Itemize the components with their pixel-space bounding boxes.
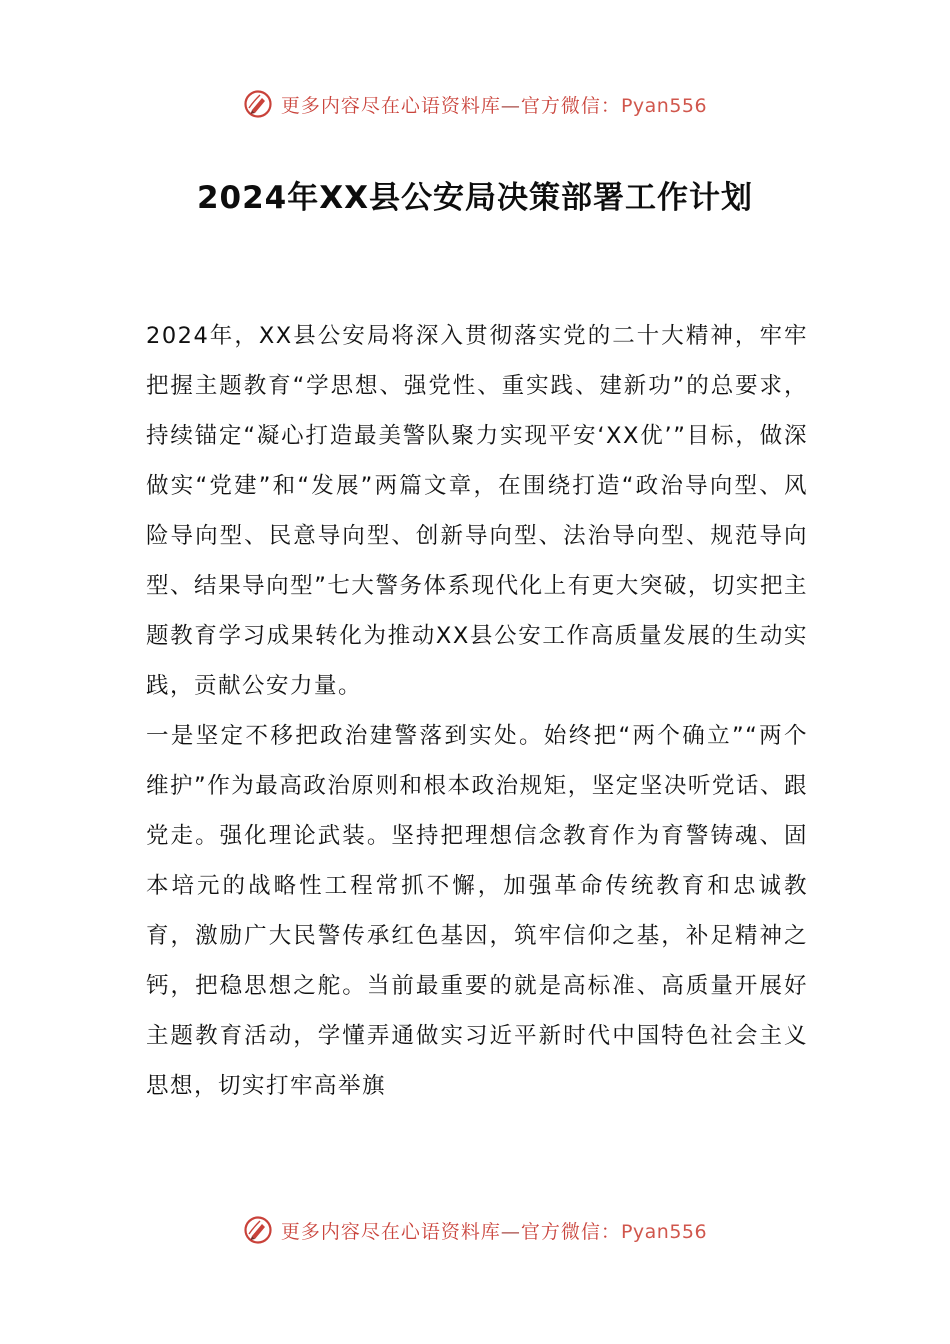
- banner-main-text: 更多内容尽在心语资料库: [280, 94, 501, 117]
- banner-separator: —: [500, 94, 521, 117]
- pen-circle-logo-icon: [243, 89, 273, 119]
- banner-suffix: 官方微信：: [520, 1220, 621, 1243]
- document-body: [146, 311, 808, 1111]
- document-title: 2024年XX县公安局决策部署工作计划: [196, 180, 754, 216]
- banner-main-text: 更多内容尽在心语资料库: [280, 1220, 501, 1243]
- paragraph-political-policing: 一是坚定不移把政治建警落到实处。始终把“两个确立”“两个维护”作为最高政治原则和根本政治规矩，坚定坚决听党话、跟党走。强化理论武装。坚持把理想信念教育作为育警铸魂、固本培元的战略性工程常抓不懈，加强革命传统教育和忠诚教育，激励广大民警传承红色基因，筑牢信仰之基，补足精神之钙，把稳思想之舵。当前最重要的就是高标准、高质量开展好主题教育活动，学懂弄通做实习近平新时代中国特色社会主义思想，切实打牢高举旗: [146, 723, 808, 1099]
- footer-watermark-banner: [0, 1210, 950, 1250]
- pen-circle-logo-icon: [243, 1215, 273, 1245]
- header-watermark-banner: [0, 84, 950, 124]
- banner-text: [281, 1217, 707, 1244]
- banner-wechat-id: Pyan556: [620, 94, 708, 117]
- banner-wechat-id: Pyan556: [620, 1220, 708, 1243]
- banner-text: [281, 91, 707, 118]
- banner-suffix: 官方微信：: [520, 94, 621, 117]
- banner-separator: —: [500, 1220, 521, 1243]
- paragraph-intro: 2024年，XX县公安局将深入贯彻落实党的二十大精神，牢牢把握主题教育“学思想、强党性、重实践、建新功”的总要求，持续锚定“凝心打造最美警队聚力实现平安‘XX优’”目标，做深做实“党建”和“发展”两篇文章，在围绕打造“政治导向型、风险导向型、民意导向型、创新导向型、法治导向型、规范导向型、结果导向型”七大警务体系现代化上有更大突破，切实把主题教育学习成果转化为推动XX县公安工作高质量发展的生动实践，贡献公安力量。: [146, 323, 808, 699]
